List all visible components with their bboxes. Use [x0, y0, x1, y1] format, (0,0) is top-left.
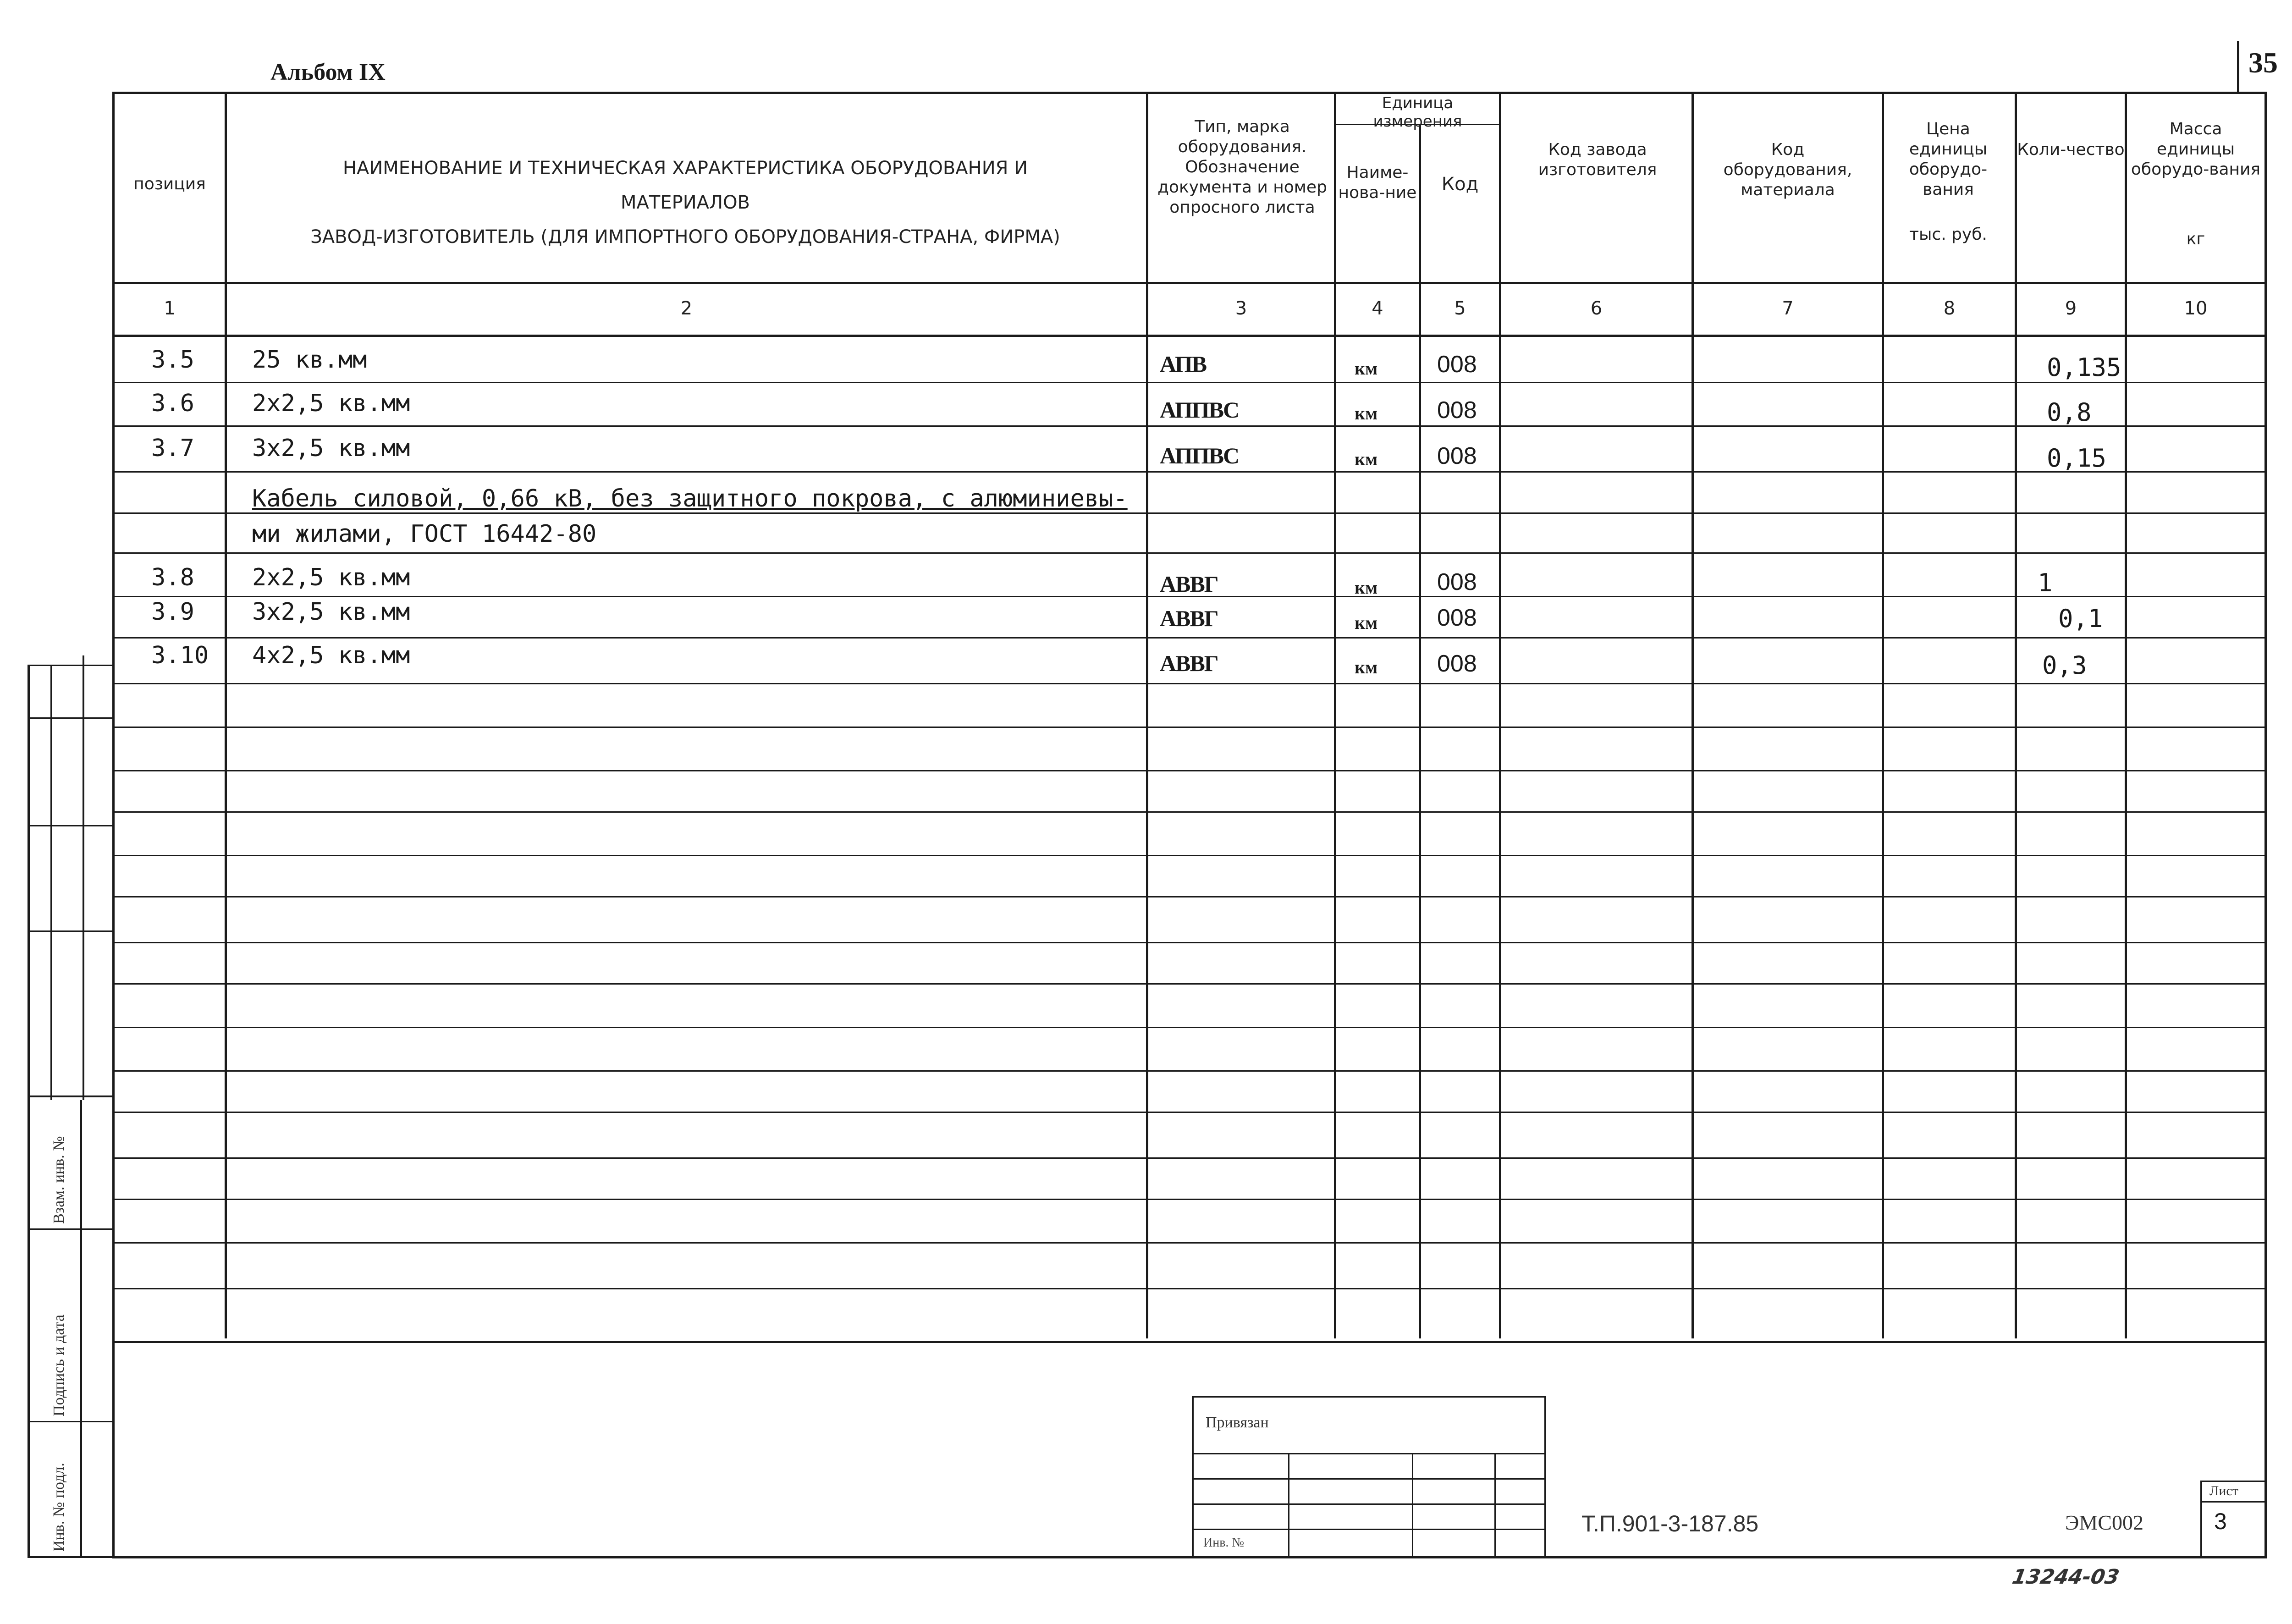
row-quantity: 0,15 — [2047, 444, 2107, 473]
stamp-approved-label: Привязан — [1206, 1414, 1269, 1431]
row-quantity: 0,8 — [2047, 398, 2092, 427]
stamp-sheet-label: Лист — [2209, 1483, 2238, 1498]
row-unit: км — [1355, 612, 1378, 633]
row-code: 008 — [1437, 569, 1477, 595]
row-name: ми жилами, ГОСТ 16442-80 — [252, 520, 597, 548]
header-equipment-code: Код оборудования, материала — [1723, 140, 1852, 199]
row-quantity: 0,135 — [2047, 353, 2121, 382]
row-quantity: 1 — [2038, 568, 2053, 597]
header-position: позиция — [133, 175, 206, 193]
col-number-1: 1 — [164, 298, 176, 319]
stamp-sheet-number: 3 — [2214, 1508, 2227, 1534]
row-mark: АППВС — [1160, 443, 1239, 468]
col-number-7: 7 — [1782, 298, 1794, 319]
row-name: 3х2,5 кв.мм — [252, 598, 410, 626]
col-number-8: 8 — [1943, 298, 1956, 319]
row-code: 008 — [1437, 351, 1477, 378]
side-label-original-inv: Инв. № подл. — [50, 1463, 67, 1552]
stamp-doc-code: Т.П.901-3-187.85 — [1581, 1511, 1759, 1536]
header-unit-code: Код — [1441, 174, 1479, 195]
header-unit-name: Наиме-нова-ние — [1338, 163, 1417, 202]
row-unit: км — [1355, 449, 1378, 469]
stamp-section: ЭМС002 — [2065, 1511, 2143, 1534]
header-mass: Масса единицы оборудо-вания — [2131, 120, 2261, 179]
header-name-line3: ЗАВОД-ИЗГОТОВИТЕЛЬ (ДЛЯ ИМПОРТНОГО ОБОРУДОВАНИЯ-СТРАНА, ФИРМА) — [310, 226, 1060, 248]
row-name: 3х2,5 кв.мм — [252, 435, 410, 462]
row-position: 3.8 — [151, 564, 194, 591]
col-number-2: 2 — [680, 298, 693, 319]
col-number-5: 5 — [1454, 298, 1466, 319]
page-number: 35 — [2248, 46, 2278, 79]
row-mark: АВВГ — [1160, 571, 1218, 597]
row-code: 008 — [1437, 650, 1477, 677]
header-mass-unit: кг — [2186, 230, 2205, 248]
col-number-9: 9 — [2065, 298, 2077, 319]
side-label-signature-date: Подпись и дата — [50, 1315, 67, 1416]
row-unit: км — [1355, 657, 1378, 677]
header-price: Цена единицы оборудо-вания — [1909, 120, 1988, 199]
row-mark: АВВГ — [1160, 650, 1218, 676]
row-position: 3.5 — [151, 346, 194, 374]
row-name: 25 кв.мм — [252, 346, 367, 374]
row-unit: км — [1355, 358, 1378, 379]
footer-number: 13244-03 — [2010, 1565, 2121, 1589]
row-position: 3.6 — [151, 390, 194, 417]
album-title: Альбом IX — [270, 59, 386, 85]
row-unit: км — [1355, 403, 1378, 424]
stamp-inv-label: Инв. № — [1203, 1536, 1245, 1550]
side-label-replaced-inv: Взам. инв. № — [50, 1136, 67, 1224]
row-quantity: 0,3 — [2042, 651, 2087, 680]
header-price-unit: тыс. руб. — [1909, 225, 1987, 244]
row-name: 2х2,5 кв.мм — [252, 564, 410, 591]
row-position: 3.7 — [151, 435, 194, 462]
row-name: Кабель силовой, 0,66 кВ, без защитного покрова, с алюминиевы- — [252, 485, 1128, 512]
header-type: Тип, марка оборудования. Обозначение документа и номер опросного листа — [1157, 117, 1327, 217]
table-frame — [112, 92, 2267, 1343]
col-number-6: 6 — [1590, 298, 1603, 319]
header-name-line1: НАИМЕНОВАНИЕ И ТЕХНИЧЕСКАЯ ХАРАКТЕРИСТИКА ОБОРУДОВАНИЯ И — [342, 158, 1028, 179]
row-position: 3.10 — [151, 642, 209, 669]
header-name-line2: МАТЕРИАЛОВ — [621, 192, 750, 213]
col-number-10: 10 — [2184, 298, 2208, 319]
row-code: 008 — [1437, 397, 1477, 424]
col-number-4: 4 — [1372, 298, 1383, 319]
row-position: 3.9 — [151, 598, 194, 626]
row-mark: АВВГ — [1160, 606, 1218, 631]
col-number-3: 3 — [1235, 298, 1247, 319]
header-factory-code: Код завода изготовителя — [1538, 140, 1657, 179]
row-code: 008 — [1437, 605, 1477, 631]
row-name: 4х2,5 кв.мм — [252, 642, 410, 669]
row-unit: км — [1355, 577, 1378, 598]
header-unit-group: Единица измерения — [1373, 94, 1462, 131]
row-mark: АПВ — [1160, 351, 1207, 377]
row-name: 2х2,5 кв.мм — [252, 390, 410, 417]
row-mark: АППВС — [1160, 397, 1239, 423]
header-quantity: Коли-чество — [2017, 140, 2125, 159]
row-code: 008 — [1437, 443, 1477, 469]
row-quantity: 0,1 — [2058, 604, 2103, 633]
